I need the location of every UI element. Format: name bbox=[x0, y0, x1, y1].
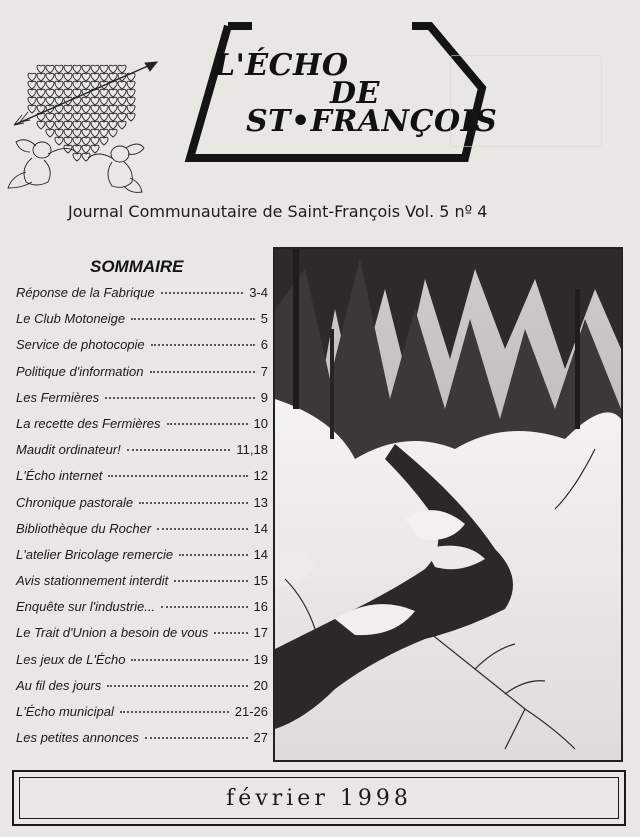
small-heart-icon bbox=[37, 81, 45, 89]
dot-leader bbox=[108, 475, 247, 477]
toc-entry-page: 3-4 bbox=[249, 285, 268, 300]
toc-title: SOMMAIRE bbox=[90, 257, 184, 276]
small-heart-icon bbox=[73, 113, 81, 121]
dot-leader bbox=[105, 397, 255, 399]
small-heart-icon bbox=[55, 121, 63, 129]
small-heart-icon bbox=[82, 105, 90, 113]
small-heart-icon bbox=[37, 97, 45, 105]
dot-leader bbox=[150, 371, 255, 373]
small-heart-icon bbox=[100, 73, 108, 81]
small-heart-icon bbox=[46, 81, 54, 89]
toc-entry-label: Service de photocopie bbox=[16, 337, 145, 353]
toc-entry-label: Les petites annonces bbox=[16, 730, 139, 746]
small-heart-icon bbox=[109, 113, 117, 121]
toc-row bbox=[16, 416, 268, 442]
toc-entry-label: L'atelier Bricolage remercie bbox=[16, 546, 174, 562]
small-heart-icon bbox=[46, 121, 54, 129]
toc-entry-page: 10 bbox=[253, 415, 268, 431]
toc-row bbox=[16, 704, 268, 730]
small-heart-icon bbox=[118, 81, 126, 89]
small-heart-icon bbox=[100, 129, 108, 137]
small-heart-icon bbox=[127, 89, 135, 97]
toc-entry-label: La recette des Fermières bbox=[16, 415, 161, 431]
small-heart-icon bbox=[100, 113, 108, 121]
dot-leader bbox=[157, 528, 247, 530]
small-heart-icon bbox=[82, 81, 90, 89]
dot-leader bbox=[139, 502, 247, 504]
toc-entry-label: Bibliothèque du Rocher bbox=[16, 520, 152, 536]
small-heart-icon bbox=[127, 97, 135, 105]
masthead-line-2: DE bbox=[330, 76, 380, 111]
toc-entry-page: 15 bbox=[253, 573, 268, 589]
small-heart-icon bbox=[55, 129, 63, 137]
small-heart-icon bbox=[100, 121, 108, 129]
small-heart-icon bbox=[100, 137, 108, 145]
small-heart-icon bbox=[109, 97, 117, 105]
toc-entry-label: L'Écho municipal bbox=[16, 704, 114, 719]
small-heart-icon bbox=[64, 105, 72, 113]
small-heart-icon bbox=[28, 81, 36, 89]
toc-row bbox=[16, 364, 268, 390]
small-heart-icon bbox=[46, 73, 54, 81]
toc-entry-page: 17 bbox=[253, 625, 268, 641]
dot-leader bbox=[167, 423, 248, 425]
dot-leader bbox=[131, 318, 255, 320]
small-heart-icon bbox=[73, 129, 81, 137]
small-heart-icon bbox=[55, 65, 63, 73]
small-heart-icon bbox=[37, 73, 45, 81]
small-heart-icon bbox=[28, 105, 36, 113]
small-heart-icon bbox=[64, 129, 72, 137]
toc-row bbox=[16, 599, 268, 625]
small-heart-icon bbox=[64, 73, 72, 81]
small-heart-icon bbox=[118, 105, 126, 113]
toc-entry-page: 27 bbox=[253, 730, 268, 746]
small-heart-icon bbox=[64, 81, 72, 89]
small-heart-icon bbox=[118, 97, 126, 105]
small-heart-icon bbox=[73, 73, 81, 81]
small-heart-icon bbox=[73, 81, 81, 89]
small-heart-icon bbox=[100, 89, 108, 97]
small-heart-icon bbox=[28, 97, 36, 105]
small-heart-icon bbox=[73, 145, 81, 153]
small-heart-icon bbox=[55, 137, 63, 145]
small-heart-icon bbox=[118, 113, 126, 121]
small-heart-icon bbox=[73, 137, 81, 145]
issue-date-banner bbox=[12, 770, 626, 826]
toc-entry-page: 19 bbox=[253, 651, 268, 667]
small-heart-icon bbox=[109, 129, 117, 137]
toc-entry-page: 11,18 bbox=[236, 442, 268, 458]
toc-entry-label: Les jeux de L'Écho bbox=[16, 651, 126, 667]
dot-leader bbox=[127, 449, 231, 451]
small-heart-icon bbox=[55, 89, 63, 97]
dot-leader bbox=[107, 685, 247, 687]
small-heart-icon bbox=[55, 81, 63, 89]
small-heart-icon bbox=[82, 145, 90, 153]
small-heart-icon bbox=[100, 97, 108, 105]
toc-row bbox=[16, 285, 268, 311]
small-heart-icon bbox=[64, 113, 72, 121]
small-heart-icon bbox=[28, 73, 36, 81]
toc-row bbox=[16, 547, 268, 573]
toc-entry-label: Au fil des jours bbox=[16, 677, 102, 693]
toc-entry-page: 21-26 bbox=[234, 704, 268, 719]
small-heart-icon bbox=[118, 65, 126, 73]
small-heart-icon bbox=[82, 129, 90, 137]
toc-row bbox=[16, 495, 268, 521]
table-of-contents bbox=[16, 285, 268, 756]
toc-row bbox=[16, 390, 268, 416]
toc-entry-label: Maudit ordinateur! bbox=[16, 442, 121, 458]
faint-stamp-mark bbox=[450, 55, 602, 147]
toc-entry-page: 16 bbox=[253, 599, 268, 615]
toc-entry-page: 20 bbox=[253, 677, 268, 693]
small-heart-icon bbox=[82, 137, 90, 145]
toc-row bbox=[16, 521, 268, 547]
toc-entry-page: 13 bbox=[253, 494, 268, 510]
small-heart-icon bbox=[46, 89, 54, 97]
small-heart-icon bbox=[118, 89, 126, 97]
masthead-line-1: L'ÉCHO bbox=[214, 48, 349, 83]
small-heart-icon bbox=[82, 121, 90, 129]
dot-leader bbox=[214, 632, 247, 634]
toc-entry-label: Réponse de la Fabrique bbox=[16, 285, 155, 300]
small-heart-icon bbox=[91, 105, 99, 113]
toc-entry-page: 9 bbox=[260, 389, 268, 405]
dot-leader bbox=[151, 344, 255, 346]
small-heart-icon bbox=[91, 137, 99, 145]
masthead-line-3: ST•FRANÇOIS bbox=[246, 104, 498, 139]
toc-entry-page: 5 bbox=[260, 311, 268, 327]
small-heart-icon bbox=[37, 121, 45, 129]
toc-entry-label: Le Club Motoneige bbox=[16, 311, 126, 327]
toc-entry-label: L'Écho internet bbox=[16, 468, 103, 484]
small-heart-icon bbox=[91, 65, 99, 73]
toc-entry-label: Le Trait d'Union a besoin de vous bbox=[16, 625, 209, 641]
small-heart-icon bbox=[109, 105, 117, 113]
dot-leader bbox=[174, 580, 247, 582]
small-heart-icon bbox=[91, 73, 99, 81]
toc-entry-label: Politique d'information bbox=[16, 363, 144, 379]
toc-entry-label: Enquête sur l'industrie... bbox=[16, 599, 156, 615]
small-heart-icon bbox=[55, 113, 63, 121]
small-heart-icon bbox=[82, 65, 90, 73]
small-heart-icon bbox=[91, 113, 99, 121]
small-heart-icon bbox=[127, 113, 135, 121]
small-heart-icon bbox=[73, 153, 81, 161]
small-heart-icon bbox=[55, 73, 63, 81]
small-heart-icon bbox=[109, 89, 117, 97]
toc-entry-label: Les Fermières bbox=[16, 389, 100, 405]
dot-leader bbox=[131, 659, 247, 661]
cupids-heart-arrow-icon bbox=[2, 50, 172, 200]
toc-entry-label: Chronique pastorale bbox=[16, 494, 134, 510]
small-heart-icon bbox=[91, 97, 99, 105]
small-heart-icon bbox=[28, 89, 36, 97]
issue-date: février 1998 bbox=[226, 785, 412, 811]
toc-row bbox=[16, 730, 268, 756]
toc-row bbox=[16, 442, 268, 468]
snowy-forest-stream-photo bbox=[273, 247, 623, 762]
small-heart-icon bbox=[73, 121, 81, 129]
dot-leader bbox=[161, 606, 247, 608]
small-heart-icon bbox=[64, 121, 72, 129]
small-heart-icon bbox=[37, 89, 45, 97]
toc-entry-page: 12 bbox=[253, 468, 268, 484]
small-heart-icon bbox=[127, 81, 135, 89]
small-heart-icon bbox=[82, 73, 90, 81]
dot-leader bbox=[179, 554, 247, 556]
small-heart-icon bbox=[64, 65, 72, 73]
small-heart-icon bbox=[100, 65, 108, 73]
small-heart-icon bbox=[73, 65, 81, 73]
small-heart-icon bbox=[37, 65, 45, 73]
small-heart-icon bbox=[91, 145, 99, 153]
toc-row bbox=[16, 311, 268, 337]
toc-entry-page: 6 bbox=[260, 337, 268, 353]
dot-leader bbox=[120, 711, 229, 713]
toc-row bbox=[16, 678, 268, 704]
small-heart-icon bbox=[82, 97, 90, 105]
dot-leader bbox=[161, 292, 243, 294]
dot-leader bbox=[145, 737, 248, 739]
small-heart-icon bbox=[109, 121, 117, 129]
small-heart-icon bbox=[46, 97, 54, 105]
small-heart-icon bbox=[82, 113, 90, 121]
small-heart-icon bbox=[46, 113, 54, 121]
small-heart-icon bbox=[73, 105, 81, 113]
toc-row bbox=[16, 337, 268, 363]
small-heart-icon bbox=[109, 65, 117, 73]
small-heart-icon bbox=[46, 129, 54, 137]
journal-subtitle: Journal Communautaire de Saint-François Vol. 5 nº 4 bbox=[68, 202, 488, 221]
small-heart-icon bbox=[46, 65, 54, 73]
toc-entry-label: Avis stationnement interdit bbox=[16, 573, 169, 589]
small-heart-icon bbox=[127, 105, 135, 113]
small-heart-icon bbox=[91, 121, 99, 129]
toc-entry-page: 14 bbox=[253, 546, 268, 562]
toc-row bbox=[16, 652, 268, 678]
toc-row bbox=[16, 468, 268, 494]
small-heart-icon bbox=[100, 105, 108, 113]
small-heart-icon bbox=[64, 137, 72, 145]
toc-row bbox=[16, 573, 268, 599]
small-heart-icon bbox=[64, 89, 72, 97]
toc-entry-page: 7 bbox=[260, 363, 268, 379]
toc-entry-page: 14 bbox=[253, 520, 268, 536]
toc-row bbox=[16, 625, 268, 651]
small-heart-icon bbox=[91, 129, 99, 137]
small-heart-icon bbox=[118, 121, 126, 129]
